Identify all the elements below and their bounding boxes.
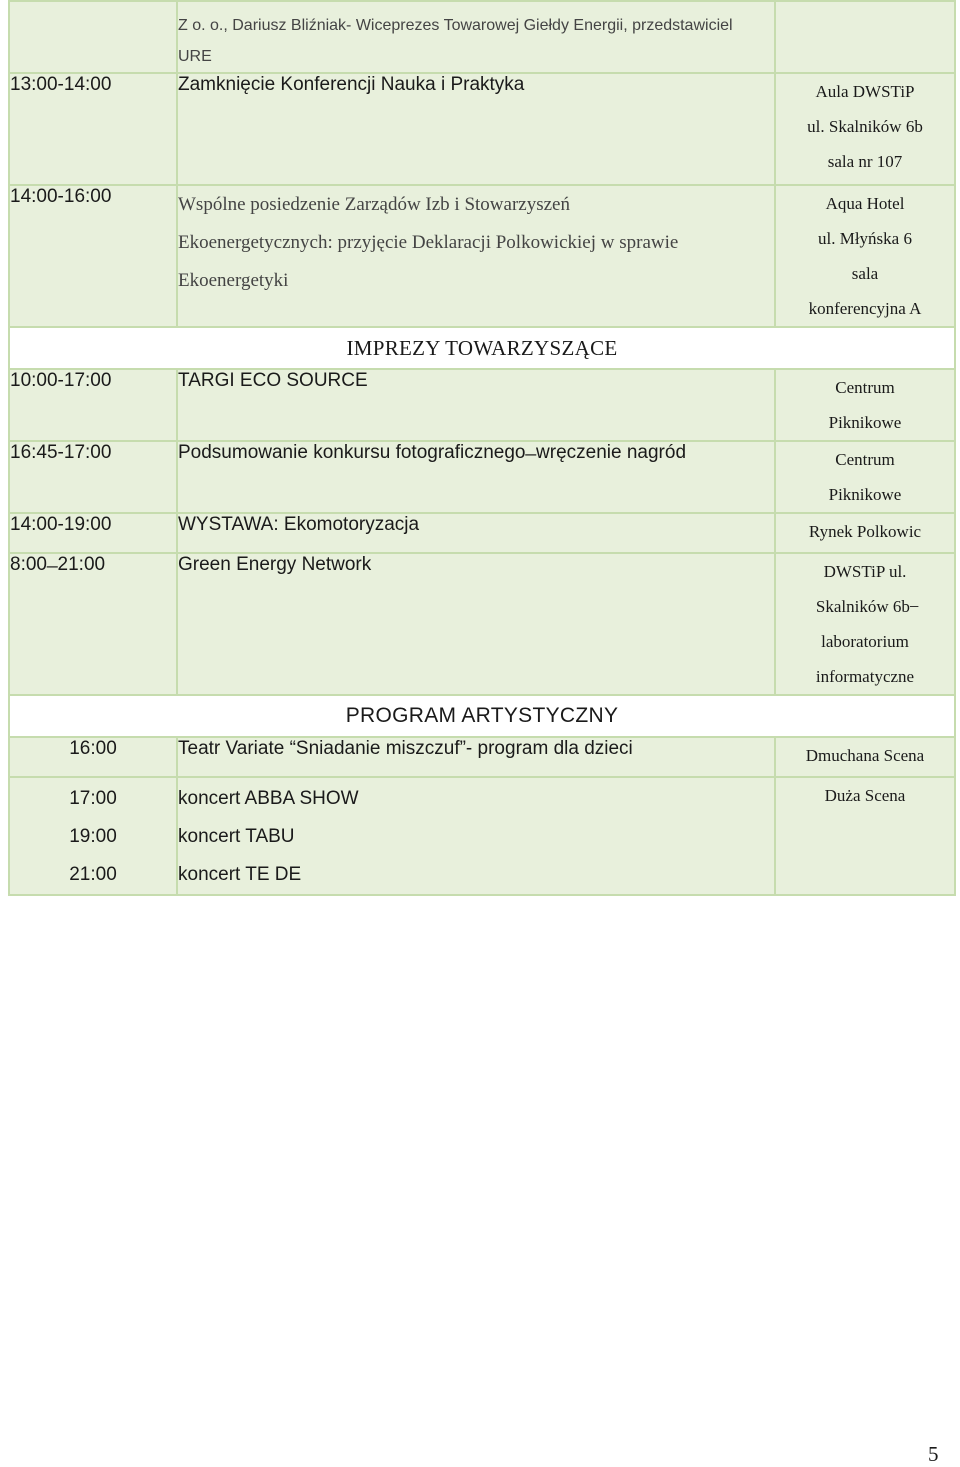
- time-cell: 16:45-17:00: [9, 441, 177, 513]
- time-cell: 14:00-19:00: [9, 513, 177, 553]
- table-row: [9, 553, 955, 695]
- table-row: [9, 369, 955, 441]
- place-cell: Centrum Piknikowe: [775, 369, 955, 441]
- time-cell: 13:00-14:00: [9, 73, 177, 185]
- section-heading: IMPREZY TOWARZYSZĄCE: [9, 327, 955, 369]
- event-cell: Podsumowanie konkursu fotograficznego ̶ wręczenie nagród: [177, 441, 775, 513]
- event-cell: Zamknięcie Konferencji Nauka i Praktyka: [177, 73, 775, 185]
- time-cell: 10:00-17:00: [9, 369, 177, 441]
- place-cell: DWSTiP ul. Skalników 6b ̶ laboratorium informatyczne: [775, 553, 955, 695]
- table-row: [9, 327, 955, 369]
- table-row: [9, 73, 955, 185]
- event-cell: Green Energy Network: [177, 553, 775, 695]
- event-cell: Wspólne posiedzenie Zarządów Izb i Stowarzyszeń Ekoenergetycznych: przyjęcie Deklaracji Polkowickiej w sprawie Ekoenergetyki: [177, 185, 775, 327]
- time-cell: 8:00 ̶ 21:00: [9, 553, 177, 695]
- table-row: [9, 737, 955, 777]
- place-cell: Aula DWSTiP ul. Skalników 6b sala nr 107: [775, 73, 955, 185]
- event-cell: WYSTAWA: Ekomotoryzacja: [177, 513, 775, 553]
- table-row: [9, 695, 955, 737]
- table-row: [9, 1, 955, 73]
- place-cell: Aqua Hotel ul. Młyńska 6 sala konferencyjna A: [775, 185, 955, 327]
- place-cell: Centrum Piknikowe: [775, 441, 955, 513]
- page-number: 5: [928, 1442, 939, 1466]
- time-cell: 17:00 19:00 21:00: [9, 777, 177, 895]
- time-cell: 16:00: [9, 737, 177, 777]
- table-row: [9, 441, 955, 513]
- table-row: [9, 513, 955, 553]
- table-row: [9, 185, 955, 327]
- place-cell: Dmuchana Scena: [775, 737, 955, 777]
- place-cell: Duża Scena: [775, 777, 955, 895]
- schedule-table: [8, 0, 956, 896]
- time-cell: 14:00-16:00: [9, 185, 177, 327]
- event-line: Z o. o., Dariusz Bliźniak- Wiceprezes Towarowej Giełdy Energii, przedstawiciel: [178, 17, 733, 34]
- section-heading: PROGRAM ARTYSTYCZNY: [9, 695, 955, 737]
- table-row: [9, 777, 955, 895]
- event-cell: TARGI ECO SOURCE: [177, 369, 775, 441]
- event-line: URE: [178, 48, 212, 65]
- event-cell: koncert ABBA SHOW koncert TABU koncert TE DE: [177, 777, 775, 895]
- place-cell: Rynek Polkowic: [775, 513, 955, 553]
- event-cell: Teatr Variate “Sniadanie miszczuf”- program dla dzieci: [177, 737, 775, 777]
